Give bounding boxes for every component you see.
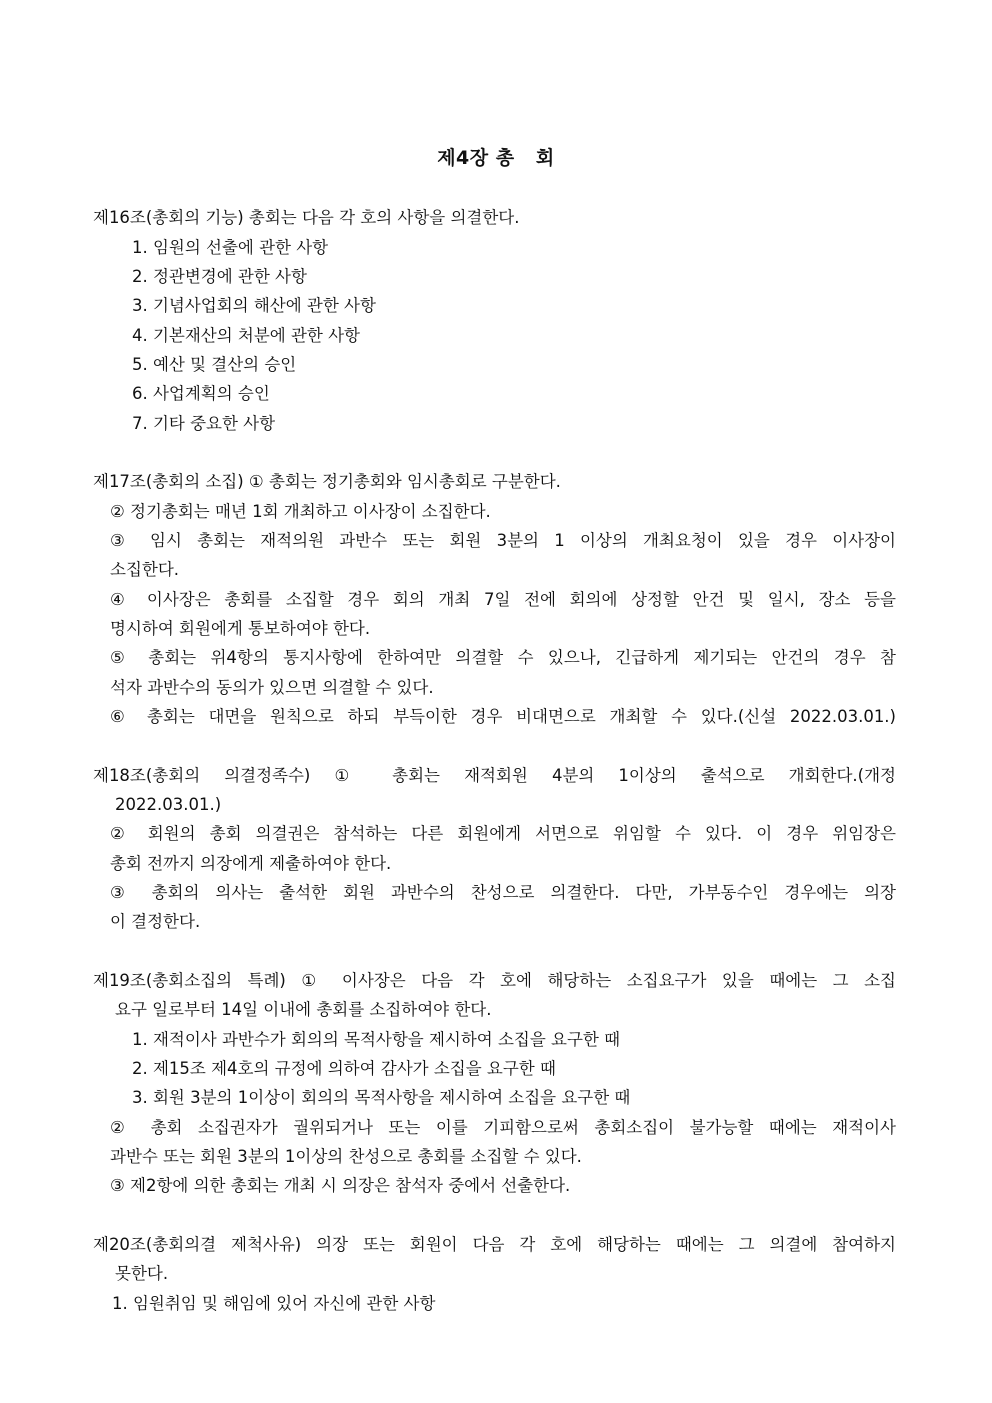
- chapter-title: 제4장 총 회: [437, 147, 555, 169]
- article-19-heading: 제19조(총회소집의 특례) ① 이사장은 다음 각 호에 해당하는 소집요구가 있을 때에는 그 소집: [93, 971, 896, 990]
- article-18-heading-cont: 2022.03.01.): [115, 795, 222, 814]
- article-17-paragraph-4: ④ 이사장은 총회를 소집할 경우 회의 개최 7일 전에 회의에 상정할 안건 및 일시, 장소 등을: [110, 590, 896, 609]
- article-17-paragraph-2: ② 정기총회는 매년 1회 개최하고 이사장이 소집한다.: [110, 502, 491, 521]
- article-19-item: 1. 재적이사 과반수가 회의의 목적사항을 제시하여 소집을 요구한 때: [132, 1030, 621, 1049]
- article-16-item: 7. 기타 중요한 사항: [132, 414, 276, 433]
- article-17-heading: 제17조(총회의 소집) ① 총회는 정기총회와 임시총회로 구분한다.: [93, 472, 561, 491]
- article-19-item: 2. 제15조 제4호의 규정에 의하여 감사가 소집을 요구한 때: [132, 1059, 556, 1078]
- article-18-paragraph-2-cont: 총회 전까지 의장에게 제출하여야 한다.: [110, 854, 392, 873]
- article-18-paragraph-3: ③ 총회의 의사는 출석한 회원 과반수의 찬성으로 의결한다. 다만, 가부동수인 경우에는 의장: [110, 883, 896, 902]
- article-16-item: 6. 사업계획의 승인: [132, 384, 270, 403]
- article-18-paragraph-3-cont: 이 결정한다.: [110, 912, 201, 931]
- article-16-item: 3. 기념사업회의 해산에 관한 사항: [132, 296, 376, 315]
- article-16-heading: 제16조(총회의 기능) 총회는 다음 각 호의 사항을 의결한다.: [93, 208, 520, 227]
- article-18-paragraph-2: ② 회원의 총회 의결권은 참석하는 다른 회원에게 서면으로 위임할 수 있다. 이 경우 위임장은: [110, 824, 896, 843]
- article-19-paragraph-2-cont: 과반수 또는 회원 3분의 1이상의 찬성으로 총회를 소집할 수 있다.: [110, 1147, 582, 1166]
- article-19-paragraph-3: ③ 제2항에 의한 총회는 개최 시 의장은 참석자 중에서 선출한다.: [110, 1176, 571, 1195]
- article-17-paragraph-6: ⑥ 총회는 대면을 원칙으로 하되 부득이한 경우 비대면으로 개최할 수 있다.(신설 2022.03.01.): [110, 707, 896, 726]
- article-20-item: 1. 임원취임 및 해임에 있어 자신에 관한 사항: [112, 1294, 436, 1313]
- article-20-heading: 제20조(총회의결 제척사유) 의장 또는 회원이 다음 각 호에 해당하는 때에는 그 의결에 참여하지: [93, 1235, 896, 1254]
- article-16-item: 1. 임원의 선출에 관한 사항: [132, 238, 329, 257]
- article-17-paragraph-3: ③ 임시 총회는 재적의원 과반수 또는 회원 3분의 1 이상의 개최요청이 있을 경우 이사장이: [110, 531, 896, 550]
- article-19-heading-cont: 요구 일로부터 14일 이내에 총회를 소집하여야 한다.: [115, 1000, 492, 1019]
- article-17-paragraph-3-cont: 소집한다.: [110, 560, 180, 579]
- article-19-item: 3. 회원 3분의 1이상이 회의의 목적사항을 제시하여 소집을 요구한 때: [132, 1088, 631, 1107]
- article-16-item: 5. 예산 및 결산의 승인: [132, 355, 297, 374]
- article-17-paragraph-5: ⑤ 총회는 위4항의 통지사항에 한하여만 의결할 수 있으나, 긴급하게 제기되는 안건의 경우 참: [110, 648, 896, 667]
- article-20-heading-cont: 못한다.: [115, 1264, 169, 1283]
- article-18-heading: 제18조(총회의 의결정족수) ① 총회는 재적회원 4분의 1이상의 출석으로 개회한다.(개정: [93, 766, 896, 785]
- article-17-paragraph-5-cont: 석자 과반수의 동의가 있으면 의결할 수 있다.: [110, 678, 434, 697]
- article-16-item: 2. 정관변경에 관한 사항: [132, 267, 307, 286]
- article-17-paragraph-4-cont: 명시하여 회원에게 통보하여야 한다.: [110, 619, 371, 638]
- article-16-item: 4. 기본재산의 처분에 관한 사항: [132, 326, 360, 345]
- article-19-paragraph-2: ② 총회 소집권자가 궐위되거나 또는 이를 기피함으로써 총회소집이 불가능할 때에는 재적이사: [110, 1118, 896, 1137]
